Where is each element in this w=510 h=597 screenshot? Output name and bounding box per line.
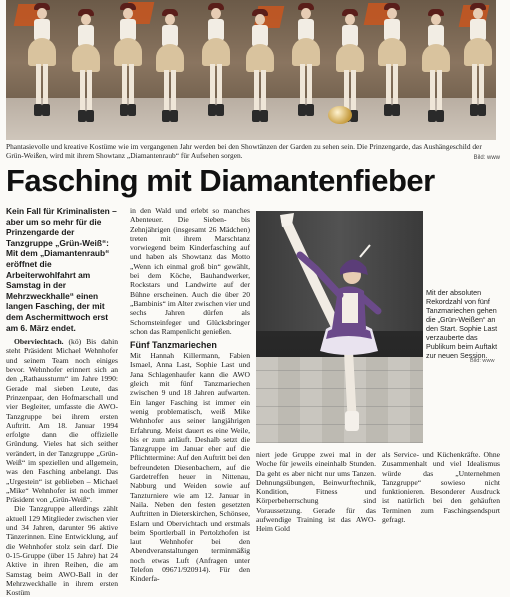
side-photo-caption: Mit der absoluten Rekordzahl von fünf Tanzmariechen gehen die „Grün-Weißen“ an den Start. Sophie Last verzauberte das Publikum beim Auftakt zur neuen Session. (426, 288, 498, 360)
dancer-figure (28, 8, 56, 120)
article-column-2 (130, 206, 250, 584)
article-column-4 (382, 450, 500, 524)
dancer-figure (202, 8, 230, 120)
top-photo-caption-text: Phantasievolle und kreative Kostüme wie im vergangenen Jahr werden bei den Showtänzen der Garden zu sehen sein. Die Prinzengarde, das Aushängeschild der Grün-Weißen, wird mit ihrem Showtanz „Diamantenraub“ für Aufsehen sorgen. (6, 142, 482, 161)
article-paragraph-1 (6, 337, 118, 504)
top-photo-credit: Bild: www (473, 155, 500, 162)
dancer-figure (246, 14, 274, 126)
side-photo-tanzmariechen (256, 211, 423, 443)
article-column-3 (256, 450, 376, 534)
article-paragraph-4: Mit Hannah Killermann, Fabien Ismael, Anna Last, Sophie Last und Jana Schlagenhaufer kann die AWO gleich mit fünf Tanzmariechen zwischen 9 und 18 Jahren aufwarten. Ein langer Fasching ist immer ein wenig problematisch, weiß Mike Wehnhofer aus seiner langjährigen Erfahrung. Meist dauert es eine Weile, bis er zum anläuft. Deshalb setzt die Tanzgruppe im Januar eher auf die Pflichttermine: Auf den Auftritt bei den befreundeten Diesenbachern, auf die Gardetreffen heuer in Nittenau, Nabburg und Weiden sowie auf Tanzturniere wie am 12. Januar in Naila. Neben den festen gesetzten Auftritten in Dieterskirchen, Schönsee, Eslarn und Obervichtach und erstmals beim Sportlerball in Pertolzhofen ist laut Wehnhofer bei den Abendveranstaltungen terminmäßig noch etwas Luft (Anfragen unter Telefon 09671/920914). Für den Kinderfa- (130, 351, 250, 584)
diamond-bowl-prop (328, 106, 352, 124)
dancer-figure (114, 8, 142, 120)
dancer-figure (422, 14, 450, 126)
article-subhead: Fünf Tanzmariechen (130, 340, 217, 351)
side-photo-credit: Bild: www (470, 358, 495, 364)
article-paragraph-1-text: (kö) Bis dahin steht Präsident Michael Wehnhofer und seinem Team noch einiges bevor. Wehnhofer erinnert sich an den „Rathaussturm“ im Jahre 1990: Gerade mal sieben Leute, das Prinzenpaar, den Hofmarschall und vier Begleiter, umfasste die AWO-Tanzgruppe bei ihrem ersten Auftritt. Am 18. Januar 1994 erfolgte dann die offizielle Gründung. Vieles hat sich seither verändert, in der Tanzgruppe „Grün-Weiß“ im speziellen und allgemein, was den Fasching anbelangt. Das „Urgestein“ ist geblieben – Michael „Mike“ Wehnhofer ist noch immer Präsident von „Grün-Weiß“. (6, 337, 119, 505)
dancer-high-kick-figure (256, 211, 423, 443)
dancer-figure (156, 14, 184, 126)
dancer-figure (292, 8, 320, 120)
dateline: Oberviechtach. (14, 337, 64, 347)
dancer-figure (378, 8, 406, 120)
top-photo-caption (6, 142, 500, 163)
dancer-figure (464, 8, 492, 120)
article-paragraph-5: niert jede Gruppe zwei mal in der Woche für jeweils eineinhalb Stunden. Da geht es aber nicht nur ums Tanzen. Dehnungsübungen, Beinwurftechnik, Kondition, Fitness und Körperbeherrschung sind Voraussetzung. Gerade für das aufwendige Training ist das AWO-Heim Gold (256, 450, 376, 534)
article-paragraph-2: Die Tanzgruppe allerdings zählt aktuell 129 Mitglieder zwischen vier und 34 Jahren, darunter 96 aktive Tänzerinnen. Eine Entwicklung, auf die Wehnhofer stolz sein darf. Die 0-15-Gruppe (über 15 Jahre) hat 24 Aktive in ihren Reihen, die am Samstag beim AWO-Ball in der Mehrzweckhalle in ihrem ersten Kostüm (6, 504, 118, 597)
dancer-figure (72, 14, 100, 126)
headline: Fasching mit Diamantenfieber (6, 163, 435, 198)
article-paragraph-3: in den Wald und erlebt so manches Abenteuer. Die Sieben- bis Zehnjährigen (insgesamt 26 Mädchen) treten mit ihrem Marschtanz vorwiegend beim Kinderfasching auf und haben als Showtanz das Motto „Wenn ich einmal groß bin“ gewählt, bei dem Köche, Bauhandwerker, Rockstars und Landwirte auf der Bühne erscheinen. Auch die über 20 „Bambinis“ im Alter zwischen vier und sechs Jahren dürfen als Schornsteinfeger und Glücksbringer schon das Rampenlicht genießen. (130, 206, 250, 336)
article-paragraph-6: als Service- und Küchenkräfte. Ohne Zusammenhalt und viel Idealismus würde das „Unternehmen Tanzgruppe“ sowieso nicht funktionieren. Besonderer Ausdruck ist natürlich bei den gehäuften Terminen zum Faschingsendspurt gefragt. (382, 450, 500, 525)
article-lead: Kein Fall für Kriminalisten – aber um so mehr für die Prinzengarde der Tanzgruppe „Grün-Weiß“: Mit dem „Diamantenraub“ eröffnet die Arbeiterwohlfahrt am Samstag in der Mehrzweckhalle“ einen langen Fasching, der mit dem Aschermittwoch erst am 6. März endet. (6, 206, 117, 333)
top-photo-dance-troupe (6, 0, 496, 140)
article-column-1 (6, 206, 118, 597)
